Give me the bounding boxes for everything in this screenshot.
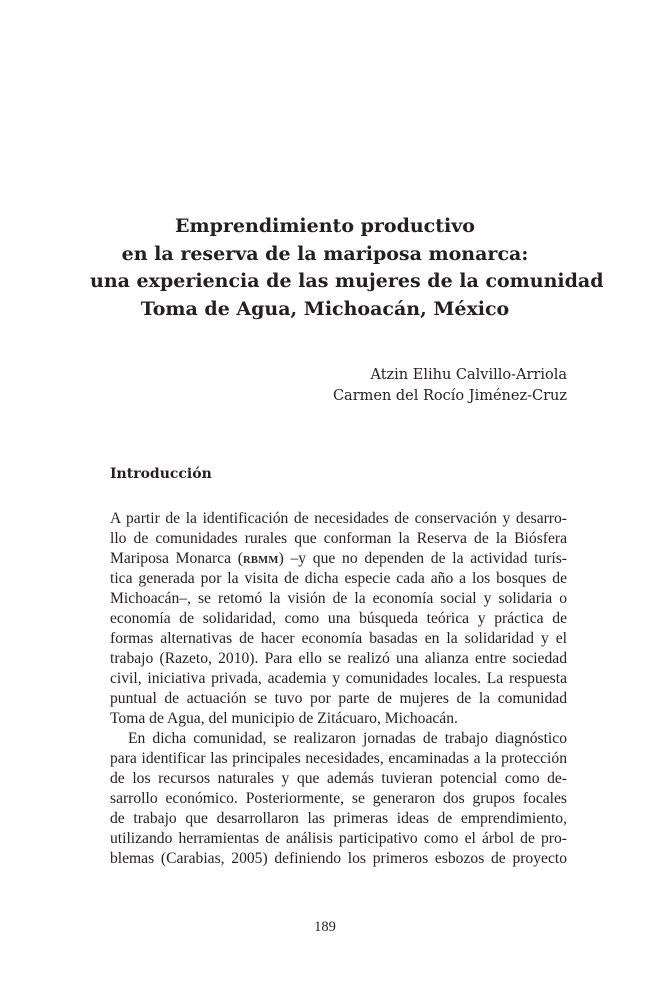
- page-number: 189: [314, 919, 336, 935]
- text-line: civil, iniciativa privada, academia y comunidades locales. La respuesta: [110, 670, 567, 687]
- abbreviation: RBMM: [242, 555, 279, 566]
- text-line: [110, 549, 567, 569]
- text-line: de los recursos naturales y que además tuvieran potencial como de-: [110, 770, 567, 787]
- text-line: sarrollo económico. Posteriormente, se generaron dos grupos focales: [110, 790, 567, 807]
- text-line: puntual de actuación se tuvo por parte de mujeres de la comunidad: [110, 690, 567, 707]
- section-heading: Introducción: [110, 466, 212, 482]
- title-line: en la reserva de la mariposa monarca:: [121, 242, 529, 265]
- text-line: En dicha comunidad, se realizaron jornadas de trabajo diagnóstico: [128, 730, 567, 747]
- text-fragment: ) –y que no dependen de la actividad turís-: [278, 550, 567, 567]
- text-line: tica generada por la visita de dicha especie cada año a los bosques de: [110, 570, 567, 587]
- text-line: Michoacán–, se retomó la visión de la economía social y solidaria o: [110, 590, 567, 607]
- text-line: utilizando herramientas de análisis participativo como el árbol de pro-: [110, 830, 567, 847]
- author-name: Carmen del Rocío Jiménez-Cruz: [332, 388, 567, 404]
- author-list: [333, 365, 567, 407]
- text-line: economía de solidaridad, como una búsqueda teórica y práctica de: [110, 610, 567, 627]
- author-name: Atzin Elihu Calvillo-Arriola: [370, 367, 567, 383]
- text-line: para identificar las principales necesidades, encaminadas a la protección: [110, 750, 567, 767]
- text-fragment: Mariposa Monarca (: [110, 550, 243, 567]
- title-line: una experiencia de las mujeres de la comunidad: [90, 270, 604, 292]
- chapter-title: [90, 213, 604, 323]
- title-line: Emprendimiento productivo: [175, 215, 475, 237]
- text-line: formas alternativas de hacer economía basadas en la solidaridad y el: [110, 630, 567, 647]
- text-line: llo de comunidades rurales que conforman la Reserva de la Biósfera: [110, 530, 567, 547]
- body-text: [110, 509, 567, 869]
- text-line: trabajo (Razeto, 2010). Para ello se realizó una alianza entre sociedad: [110, 650, 567, 667]
- title-line: Toma de Agua, Michoacán, México: [140, 297, 510, 320]
- text-line: Toma de Agua, del municipio de Zitácuaro, Michoacán.: [110, 710, 458, 727]
- text-line: A partir de la identificación de necesidades de conservación y desarro-: [110, 510, 567, 527]
- text-line: blemas (Carabias, 2005) definiendo los primeros esbozos de proyecto: [110, 850, 567, 867]
- text-line: de trabajo que desarrollaron las primeras ideas de emprendimiento,: [110, 810, 567, 827]
